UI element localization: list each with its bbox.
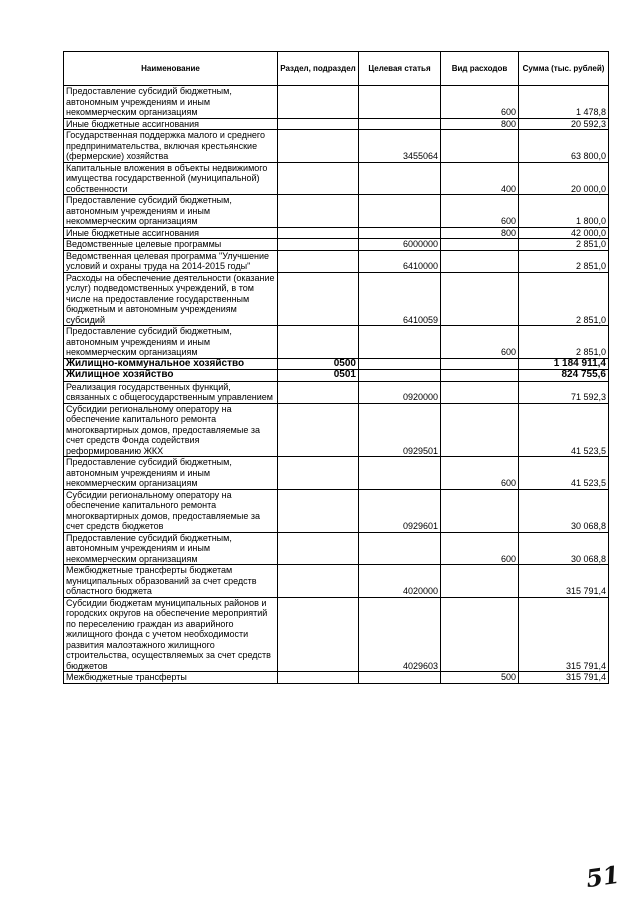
- table-row: [64, 532, 609, 565]
- cell-sum: 1 800,0: [519, 195, 609, 228]
- cell-type: [441, 358, 519, 370]
- cell-sum: 20 592,3: [519, 118, 609, 130]
- table-row: [64, 250, 609, 272]
- cell-name: Расходы на обеспечение деятельности (оказание услуг) подведомственных учреждений, в том числе на предоставление государственным бюджетным и автономным учреждениям субсидий: [64, 272, 278, 326]
- cell-article: [359, 358, 441, 370]
- cell-type: 800: [441, 118, 519, 130]
- cell-type: [441, 272, 519, 326]
- cell-sum: 1 478,8: [519, 86, 609, 119]
- cell-section: [278, 272, 359, 326]
- cell-sum: 41 523,5: [519, 457, 609, 490]
- cell-sum: 30 068,8: [519, 489, 609, 532]
- cell-type: [441, 130, 519, 163]
- cell-article: [359, 195, 441, 228]
- cell-name: Межбюджетные трансферты бюджетам муниципальных образований за счет средств областного бюджета: [64, 565, 278, 598]
- cell-name: Реализация государственных функций, связанных с общегосударственным управлением: [64, 381, 278, 403]
- cell-sum: 63 800,0: [519, 130, 609, 163]
- cell-sum: 824 755,6: [519, 370, 609, 382]
- cell-article: [359, 227, 441, 239]
- cell-sum: 2 851,0: [519, 326, 609, 359]
- cell-name: Иные бюджетные ассигнования: [64, 118, 278, 130]
- header-article: Целевая статья: [359, 52, 441, 86]
- cell-sum: 315 791,4: [519, 597, 609, 672]
- table-row: [64, 86, 609, 119]
- cell-section: [278, 381, 359, 403]
- cell-name: Иные бюджетные ассигнования: [64, 227, 278, 239]
- cell-section: [278, 250, 359, 272]
- cell-article: [359, 457, 441, 490]
- cell-type: [441, 403, 519, 457]
- cell-article: 6410059: [359, 272, 441, 326]
- cell-name: Жилищное хозяйство: [64, 370, 278, 382]
- cell-type: 400: [441, 162, 519, 195]
- cell-article: [359, 118, 441, 130]
- table-row: [64, 118, 609, 130]
- header-name: Наименование: [64, 52, 278, 86]
- cell-article: [359, 86, 441, 119]
- cell-type: [441, 381, 519, 403]
- cell-section: [278, 326, 359, 359]
- cell-article: [359, 672, 441, 684]
- cell-article: 3455064: [359, 130, 441, 163]
- handwritten-page-number: 51: [584, 859, 622, 894]
- cell-sum: 2 851,0: [519, 272, 609, 326]
- cell-article: 0920000: [359, 381, 441, 403]
- cell-name: Предоставление субсидий бюджетным, автономным учреждениям и иным некоммерческим организациям: [64, 86, 278, 119]
- cell-sum: 2 851,0: [519, 250, 609, 272]
- cell-name: Предоставление субсидий бюджетным, автономным учреждениям и иным некоммерческим организациям: [64, 195, 278, 228]
- cell-section: [278, 532, 359, 565]
- cell-article: [359, 370, 441, 382]
- header-sum: Сумма (тыс. рублей): [519, 52, 609, 86]
- table-row: [64, 195, 609, 228]
- cell-article: 0929601: [359, 489, 441, 532]
- table-row: [64, 597, 609, 672]
- cell-name: Субсидии бюджетам муниципальных районов и городских округов на обеспечение мероприятий по переселению граждан из аварийного жилищного фонда с учетом необходимости развития малоэтажного жилищного строительства, осуществляемых за счет средств бюджетов: [64, 597, 278, 672]
- table-row: [64, 403, 609, 457]
- cell-section: [278, 565, 359, 598]
- budget-table: [63, 51, 609, 684]
- cell-type: [441, 250, 519, 272]
- cell-sum: 41 523,5: [519, 403, 609, 457]
- cell-section: [278, 489, 359, 532]
- cell-sum: 71 592,3: [519, 381, 609, 403]
- table-row: [64, 370, 609, 382]
- table-header: [64, 52, 609, 86]
- cell-type: 600: [441, 195, 519, 228]
- table-row: [64, 457, 609, 490]
- cell-sum: 1 184 911,4: [519, 358, 609, 370]
- table-row: [64, 272, 609, 326]
- cell-type: 600: [441, 326, 519, 359]
- cell-name: Предоставление субсидий бюджетным, автономным учреждениям и иным некоммерческим организациям: [64, 532, 278, 565]
- cell-name: Межбюджетные трансферты: [64, 672, 278, 684]
- table-row: [64, 565, 609, 598]
- cell-article: 6410000: [359, 250, 441, 272]
- cell-section: [278, 227, 359, 239]
- table-row: [64, 130, 609, 163]
- cell-section: [278, 403, 359, 457]
- table-row: [64, 227, 609, 239]
- table-row: [64, 239, 609, 251]
- cell-article: 4020000: [359, 565, 441, 598]
- cell-section: [278, 130, 359, 163]
- cell-name: Предоставление субсидий бюджетным, автономным учреждениям и иным некоммерческим организациям: [64, 457, 278, 490]
- cell-sum: 30 068,8: [519, 532, 609, 565]
- cell-sum: 315 791,4: [519, 672, 609, 684]
- cell-section: [278, 239, 359, 251]
- cell-name: Ведомственные целевые программы: [64, 239, 278, 251]
- cell-article: 0929501: [359, 403, 441, 457]
- cell-sum: 20 000,0: [519, 162, 609, 195]
- cell-type: [441, 597, 519, 672]
- table-row: [64, 672, 609, 684]
- cell-article: [359, 326, 441, 359]
- cell-section: [278, 672, 359, 684]
- cell-type: [441, 565, 519, 598]
- cell-type: 600: [441, 457, 519, 490]
- cell-article: 4029603: [359, 597, 441, 672]
- cell-section: 0501: [278, 370, 359, 382]
- cell-type: [441, 239, 519, 251]
- cell-type: 600: [441, 86, 519, 119]
- cell-section: [278, 195, 359, 228]
- cell-sum: 315 791,4: [519, 565, 609, 598]
- cell-section: [278, 457, 359, 490]
- cell-name: Субсидии региональному оператору на обеспечение капитального ремонта многоквартирных домов, предоставляемые за счет средств бюджетов: [64, 489, 278, 532]
- table-row: [64, 381, 609, 403]
- cell-type: 800: [441, 227, 519, 239]
- header-section: Раздел, подраздел: [278, 52, 359, 86]
- cell-section: 0500: [278, 358, 359, 370]
- cell-name: Капитальные вложения в объекты недвижимого имущества государственной (муниципальной) собственности: [64, 162, 278, 195]
- table-row: [64, 489, 609, 532]
- table-row: [64, 326, 609, 359]
- cell-sum: 42 000,0: [519, 227, 609, 239]
- cell-type: 600: [441, 532, 519, 565]
- cell-section: [278, 162, 359, 195]
- cell-section: [278, 118, 359, 130]
- cell-name: Субсидии региональному оператору на обеспечение капитального ремонта многоквартирных домов, предоставляемые за счет средств Фонда содействия реформированию ЖКХ: [64, 403, 278, 457]
- cell-name: Предоставление субсидий бюджетным, автономным учреждениям и иным некоммерческим организациям: [64, 326, 278, 359]
- cell-name: Государственная поддержка малого и среднего предпринимательства, включая крестьянские (фермерские) хозяйства: [64, 130, 278, 163]
- table-body: [64, 86, 609, 684]
- cell-name: Ведомственная целевая программа "Улучшение условий и охраны труда на 2014-2015 годы": [64, 250, 278, 272]
- table-row: [64, 162, 609, 195]
- cell-type: [441, 370, 519, 382]
- cell-section: [278, 597, 359, 672]
- cell-article: 6000000: [359, 239, 441, 251]
- cell-article: [359, 162, 441, 195]
- cell-section: [278, 86, 359, 119]
- cell-type: 500: [441, 672, 519, 684]
- cell-article: [359, 532, 441, 565]
- cell-name: Жилищно-коммунальное хозяйство: [64, 358, 278, 370]
- table-row: [64, 358, 609, 370]
- header-type: Вид расходов: [441, 52, 519, 86]
- cell-sum: 2 851,0: [519, 239, 609, 251]
- cell-type: [441, 489, 519, 532]
